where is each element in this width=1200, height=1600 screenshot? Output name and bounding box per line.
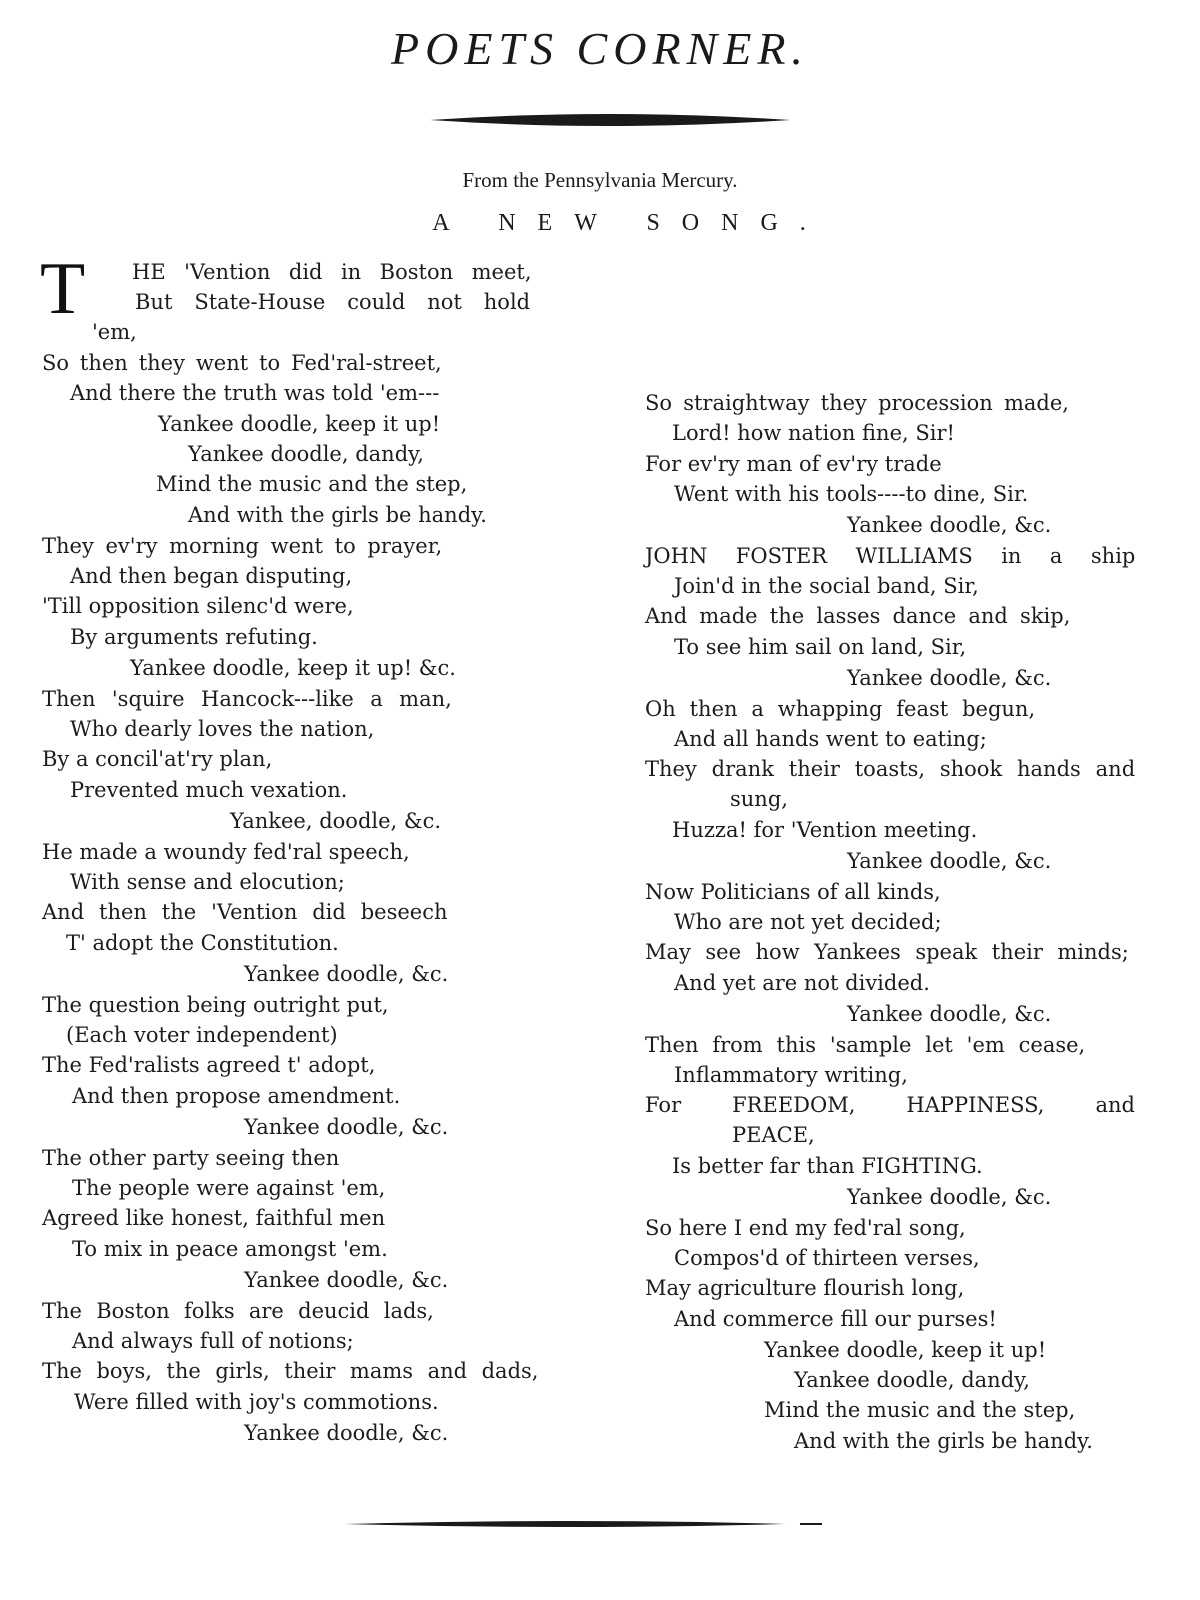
poem-line: Who dearly loves the nation, <box>70 717 375 741</box>
poem-line: sung, <box>730 787 788 811</box>
poem-line: And always full of notions; <box>72 1329 354 1353</box>
poem-line: Now Politicians of all kinds, <box>645 880 941 904</box>
poem-line: And there the truth was told 'em--- <box>70 381 440 405</box>
drop-cap: T <box>40 248 86 330</box>
poem-line: Yankee doodle, &c. <box>244 962 449 986</box>
poem-line: And then propose amendment. <box>72 1084 401 1108</box>
poem-line: Yankee doodle, dandy, <box>188 442 424 466</box>
poem-line: Yankee doodle, dandy, <box>794 1368 1030 1392</box>
poem-line: Then from this 'sample let 'em cease, <box>645 1033 1086 1057</box>
poem-line: Inflammatory writing, <box>674 1063 908 1087</box>
poem-line: And all hands went to eating; <box>674 727 987 751</box>
poem-line: And yet are not divided. <box>674 971 930 995</box>
poem-line: 'Till opposition silenc'd were, <box>42 594 354 618</box>
poem-line: So straightway they procession made, <box>645 391 1069 415</box>
poem-line: Yankee doodle, keep it up! <box>158 412 441 436</box>
poem-line: Who are not yet decided; <box>674 910 942 934</box>
poem-line: Yankee doodle, &c. <box>244 1268 449 1292</box>
poem-line: Yankee doodle, keep it up! &c. <box>130 656 456 680</box>
poem-line: Yankee doodle, &c. <box>847 1002 1052 1026</box>
poem-line: By a concil'at'ry plan, <box>42 747 273 771</box>
poem-line: They ev'ry morning went to prayer, <box>42 534 443 558</box>
poem-line: Yankee doodle, &c. <box>244 1421 449 1445</box>
poem-line: Is better far than FIGHTING. <box>672 1154 983 1178</box>
poem-line: With sense and elocution; <box>70 870 345 894</box>
poem-line: Yankee doodle, keep it up! <box>764 1338 1047 1362</box>
poem-line: Mind the music and the step, <box>156 472 468 496</box>
poem-line: The people were against 'em, <box>72 1176 386 1200</box>
poem-line: Yankee doodle, &c. <box>847 666 1052 690</box>
poem-line: They drank their toasts, shook hands and <box>645 757 1136 781</box>
poem-line: May agriculture flourish long, <box>645 1276 965 1300</box>
poem-line: And made the lasses dance and skip, <box>645 604 1071 628</box>
poem-line: The other party seeing then <box>42 1146 340 1170</box>
poem-line: May see how Yankees speak their minds; <box>645 940 1129 964</box>
poem-line: To mix in peace amongst 'em. <box>72 1237 388 1261</box>
poem-line: Compos'd of thirteen verses, <box>674 1246 980 1270</box>
song-title: A NEW SONG. <box>432 210 828 236</box>
poem-line: Were filled with joy's commotions. <box>74 1390 439 1414</box>
poem-line: So then they went to Fed'ral-street, <box>42 351 442 375</box>
poem-line: 'em, <box>92 320 137 344</box>
poem-line: Oh then a whapping feast begun, <box>645 697 1036 721</box>
poem-line: The Boston folks are deucid lads, <box>42 1299 434 1323</box>
section-title: POETS CORNER. <box>391 23 809 74</box>
poem-line: T' adopt the Constitution. <box>66 931 339 955</box>
poem-line: He made a woundy fed'ral speech, <box>42 840 410 864</box>
poem-line: Yankee doodle, &c. <box>847 849 1052 873</box>
poem-line: Then 'squire Hancock---like a man, <box>42 687 452 711</box>
poem-line: The question being outright put, <box>42 993 389 1017</box>
poem-line: So here I end my fed'ral song, <box>645 1216 966 1240</box>
source-line: From the Pennsylvania Mercury. <box>462 168 738 192</box>
poem-line: And commerce fill our purses! <box>674 1307 997 1331</box>
poem-line: Went with his tools----to dine, Sir. <box>674 482 1029 506</box>
poem-line: Yankee doodle, &c. <box>244 1115 449 1139</box>
poem-line: And then the 'Vention did beseech <box>42 900 448 924</box>
poem-line: For ev'ry man of ev'ry trade <box>645 452 942 476</box>
poem-line: To see him sail on land, Sir, <box>674 635 967 659</box>
poem-line: And then began disputing, <box>70 564 353 588</box>
poem-line: JOHN FOSTER WILLIAMS in a ship <box>645 544 1136 568</box>
top-ornamental-rule <box>430 110 790 130</box>
bottom-ornamental-rule <box>345 1516 825 1532</box>
poem-line: Yankee doodle, &c. <box>847 1185 1052 1209</box>
poem-line: Yankee, doodle, &c. <box>230 809 442 833</box>
poem-line: The boys, the girls, their mams and dads, <box>42 1359 539 1383</box>
poem-line: But State-House could not hold <box>135 290 531 314</box>
poem-line: Yankee doodle, &c. <box>847 513 1052 537</box>
poem-line: Prevented much vexation. <box>70 778 348 802</box>
poem-line: PEACE, <box>732 1123 815 1147</box>
poem-line: Huzza! for 'Vention meeting. <box>672 818 978 842</box>
poem-line: By arguments refuting. <box>70 625 318 649</box>
poem-line: For FREEDOM, HAPPINESS, and <box>645 1093 1135 1117</box>
poem-line: And with the girls be handy. <box>188 503 487 527</box>
poem-line: Lord! how nation fine, Sir! <box>672 421 955 445</box>
poem-line: Mind the music and the step, <box>764 1398 1076 1422</box>
poem-line: (Each voter independent) <box>66 1023 338 1047</box>
poem-line: HE 'Vention did in Boston meet, <box>132 260 532 284</box>
poem-line: The Fed'ralists agreed t' adopt, <box>42 1053 376 1077</box>
poem-line: Join'd in the social band, Sir, <box>674 574 979 598</box>
poem-line: And with the girls be handy. <box>794 1429 1093 1453</box>
poem-line: Agreed like honest, faithful men <box>42 1206 386 1230</box>
